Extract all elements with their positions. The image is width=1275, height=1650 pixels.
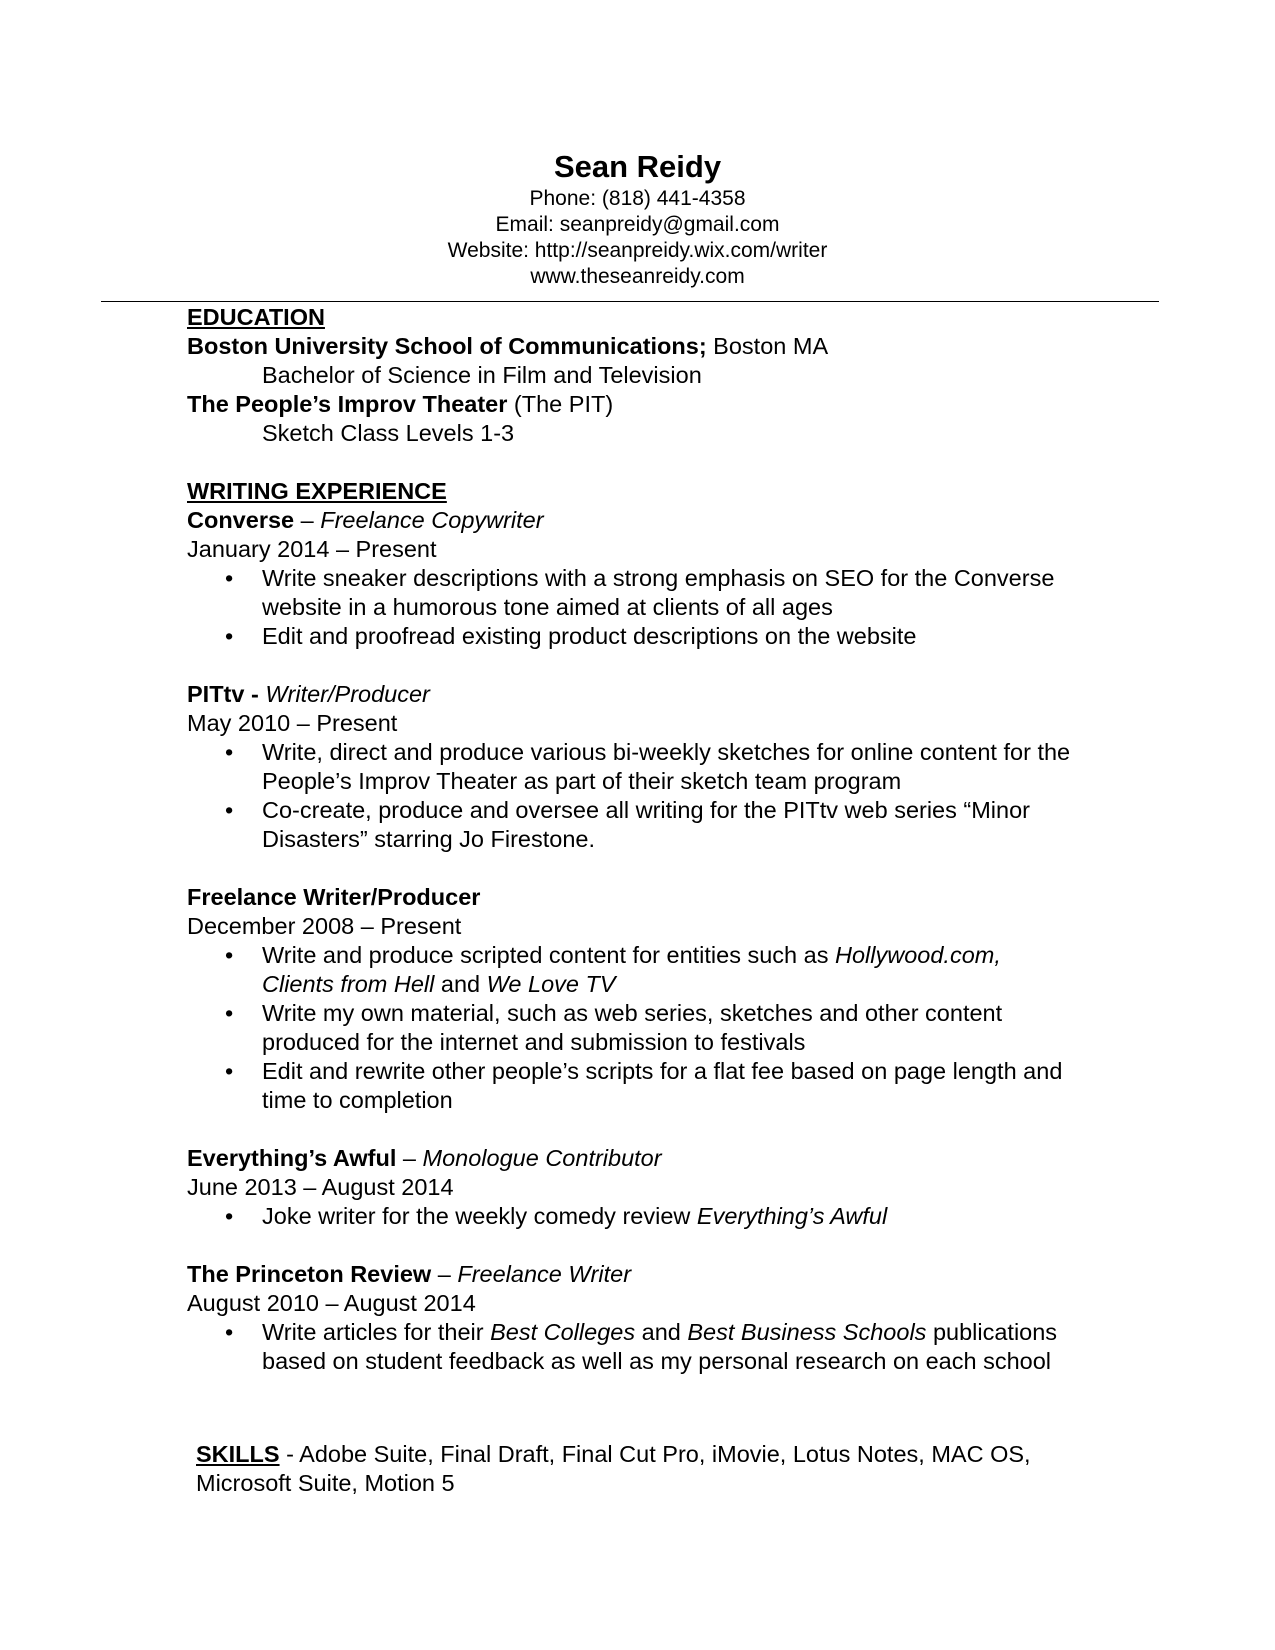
bullet-text-italic: Best Colleges: [490, 1319, 636, 1345]
job-role: Monologue Contributor: [422, 1145, 662, 1171]
skills-heading: SKILLS: [196, 1441, 280, 1467]
job-bullets: [187, 1202, 1127, 1231]
bullet-text: Co-create, produce and oversee all writing for the PITtv web series “Minor Disasters” starring Jo Firestone.: [262, 797, 1030, 852]
school-location: Boston MA: [706, 333, 829, 359]
job-bullets: [187, 1318, 1127, 1376]
spacer: [187, 1231, 1127, 1260]
job-dates: May 2010 – Present: [187, 710, 398, 736]
bullet-text-italic: We Love TV: [486, 971, 616, 997]
job-dates: August 2010 – August 2014: [187, 1290, 476, 1316]
job-role: Writer/Producer: [265, 681, 430, 707]
bullet-text: Write my own material, such as web series, sketches and other content produced for the internet and submission to festivals: [262, 1000, 1003, 1055]
bullet-item: [187, 564, 1072, 622]
job-org: Everything’s Awful: [187, 1145, 397, 1171]
job-org: Freelance Writer/Producer: [187, 884, 481, 910]
job-sep: –: [431, 1261, 458, 1287]
bullet-text: Write sneaker descriptions with a strong emphasis on SEO for the Converse website in a humorous tone aimed at clients of all ages: [262, 565, 1055, 620]
school-name: The People’s Improv Theater: [187, 391, 508, 417]
bullet-text: and: [434, 971, 487, 997]
phone-line: Phone: (818) 441-4358: [529, 187, 746, 210]
candidate-name: Sean Reidy: [553, 149, 722, 184]
bullet-text: publications based on student feedback as well as my personal research on each school: [262, 1319, 1058, 1374]
job-dates: January 2014 – Present: [187, 536, 437, 562]
job-heading: [187, 1144, 1127, 1173]
job-heading: [187, 506, 1127, 535]
spacer: [187, 854, 1127, 883]
bullet-text: Edit and proofread existing product descriptions on the website: [262, 623, 917, 649]
job-role: Freelance Copywriter: [320, 507, 544, 533]
skills-list: - Adobe Suite, Final Draft, Final Cut Pro, iMovie, Lotus Notes, MAC OS, Microsoft Suite, Motion 5: [196, 1441, 1031, 1496]
job-role: Freelance Writer: [457, 1261, 632, 1287]
bullet-icon: •: [225, 1058, 234, 1084]
bullet-item: [187, 796, 1072, 854]
degree: Sketch Class Levels 1-3: [262, 420, 515, 446]
bullet-icon: •: [225, 1000, 234, 1026]
job-org: Converse: [187, 507, 295, 533]
bullet-icon: •: [225, 942, 234, 968]
school-name: Boston University School of Communications;: [187, 333, 707, 359]
job-org: PITtv -: [187, 681, 259, 707]
job-sep: –: [294, 507, 321, 533]
bullet-icon: •: [225, 739, 234, 765]
degree: Bachelor of Science in Film and Television: [262, 362, 702, 388]
resume-header: [0, 148, 1275, 290]
bullet-text: Write and produce scripted content for entities such as: [262, 942, 836, 968]
spacer: [187, 651, 1127, 680]
job-bullets: [187, 738, 1127, 854]
bullet-text: and: [635, 1319, 688, 1345]
spacer: [187, 448, 1127, 477]
bullet-item: [187, 999, 1072, 1057]
bullet-item: [187, 1202, 1072, 1231]
bullet-text-italic: Best Business Schools: [687, 1319, 927, 1345]
bullet-icon: •: [225, 1319, 234, 1345]
job-heading: [187, 1260, 1127, 1289]
resume-body: [187, 303, 1127, 1376]
job-heading: [187, 883, 1127, 912]
bullet-text: Edit and rewrite other people’s scripts for a flat fee based on page length and time to completion: [262, 1058, 1063, 1113]
education-entry: [187, 332, 1127, 361]
spacer: [187, 1115, 1127, 1144]
skills-section: [196, 1440, 1126, 1498]
job-bullets: [187, 564, 1127, 651]
website-line-2: www.theseanreidy.com: [530, 265, 745, 288]
bullet-item: [187, 1318, 1072, 1376]
bullet-item: [187, 738, 1072, 796]
education-heading: EDUCATION: [187, 304, 325, 330]
bullet-icon: •: [225, 797, 234, 823]
bullet-item: [187, 622, 1072, 651]
experience-heading: WRITING EXPERIENCE: [187, 478, 447, 504]
job-dates: June 2013 – August 2014: [187, 1174, 454, 1200]
bullet-item: [187, 941, 1072, 999]
bullet-text: Joke writer for the weekly comedy review: [262, 1203, 697, 1229]
bullet-icon: •: [225, 623, 234, 649]
bullet-icon: •: [225, 1203, 234, 1229]
job-dates: December 2008 – Present: [187, 913, 462, 939]
website-line: Website: http://seanpreidy.wix.com/writer: [447, 239, 828, 262]
job-bullets: [187, 941, 1127, 1115]
email-line: Email: seanpreidy@gmail.com: [495, 213, 780, 236]
job-heading: [187, 680, 1127, 709]
header-divider: [101, 301, 1159, 302]
school-location: (The PIT): [507, 391, 614, 417]
bullet-icon: •: [225, 565, 234, 591]
bullet-text: Write, direct and produce various bi-weekly sketches for online content for the People’s Improv Theater as part of their sketch team program: [262, 739, 1071, 794]
job-sep: –: [396, 1145, 423, 1171]
education-entry: [187, 390, 1127, 419]
bullet-text: Write articles for their: [262, 1319, 491, 1345]
bullet-item: [187, 1057, 1072, 1115]
bullet-text-italic: Everything’s Awful: [696, 1203, 888, 1229]
job-org: The Princeton Review: [187, 1261, 432, 1287]
bullet-text-italic: Hollywood.com, Clients from Hell: [262, 942, 1001, 997]
